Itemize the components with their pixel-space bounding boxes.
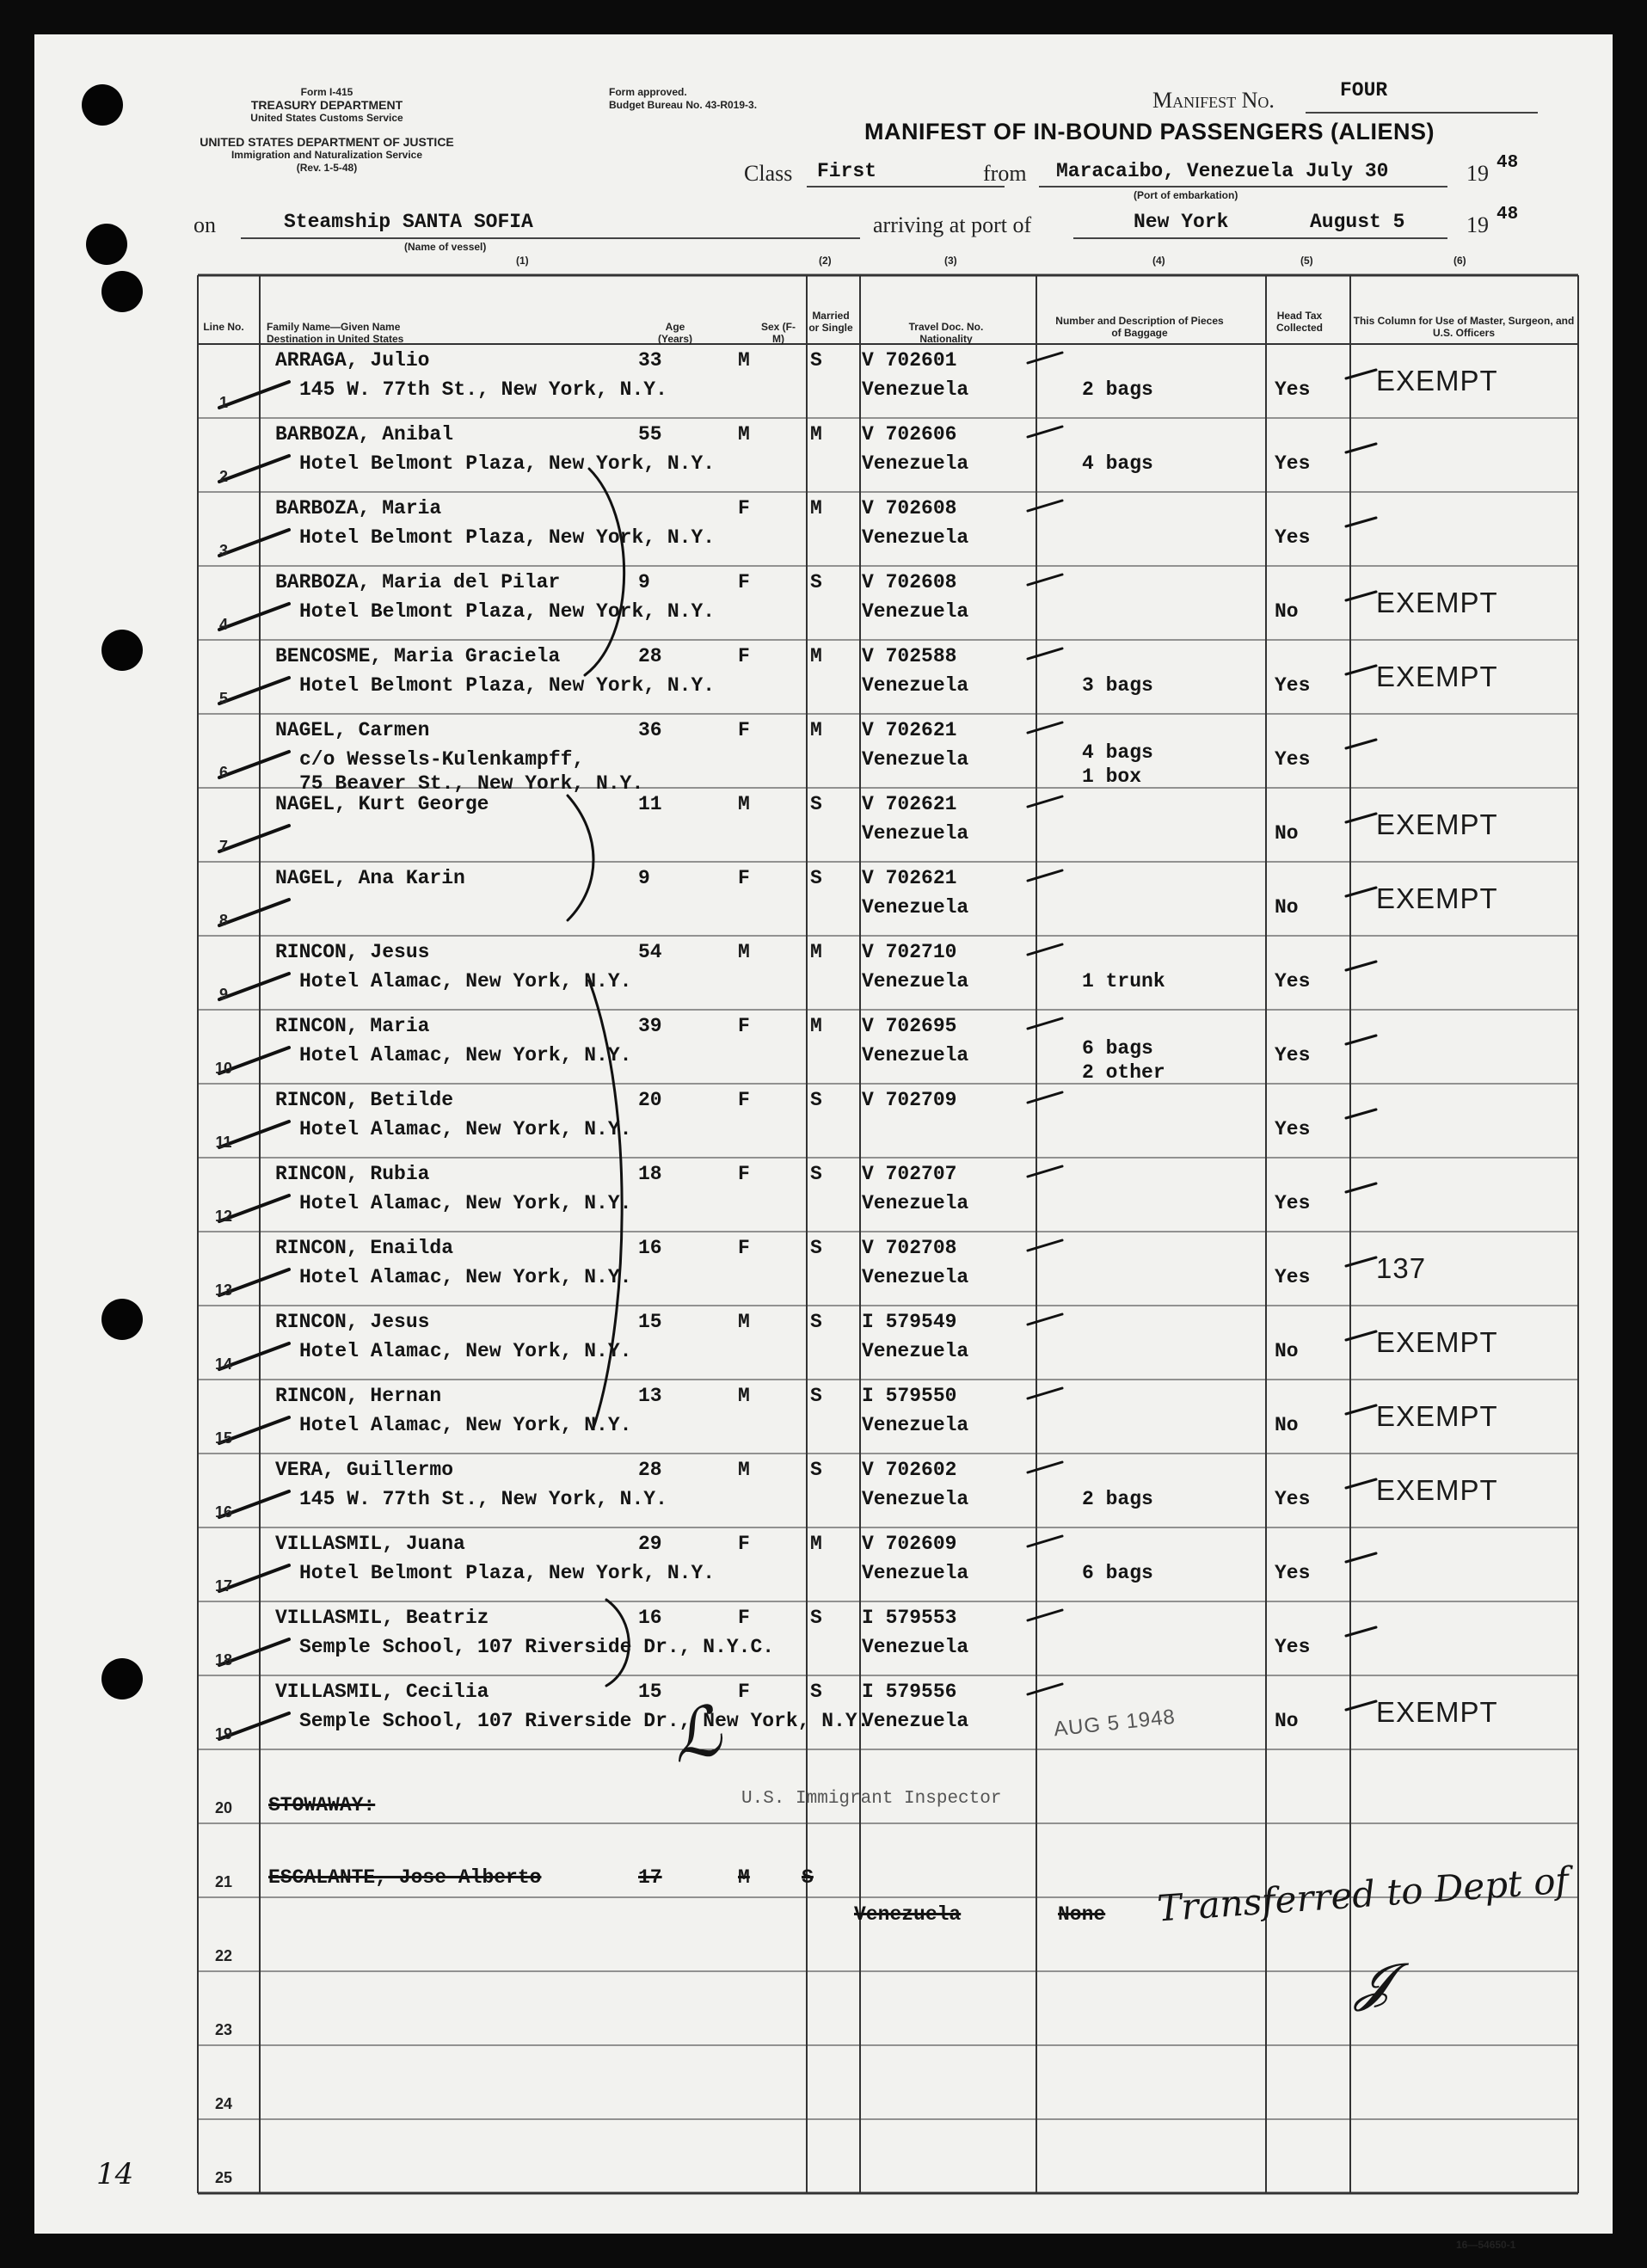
passenger-name: RINCON, Betilde xyxy=(275,1089,454,1111)
passenger-age: 9 xyxy=(638,867,650,889)
passenger-baggage: 2 bags xyxy=(1082,1488,1153,1510)
passenger-age: 13 xyxy=(638,1385,662,1407)
customs-service: United States Customs Service xyxy=(250,112,403,124)
check-mark xyxy=(1028,722,1062,733)
passenger-age: 15 xyxy=(638,1311,662,1333)
passenger-head-tax: Yes xyxy=(1275,674,1311,697)
passenger-sex: M xyxy=(738,1385,750,1407)
doj-label: UNITED STATES DEPARTMENT OF JUSTICE xyxy=(200,135,454,149)
passenger-travel-doc: V 702601 xyxy=(862,349,957,372)
row-number: 8 xyxy=(218,912,228,929)
passenger-nationality: Venezuela xyxy=(862,1340,969,1362)
passenger-head-tax: Yes xyxy=(1275,970,1311,993)
col-number: (3) xyxy=(944,255,957,267)
officer-annotation: EXEMPT xyxy=(1376,1400,1498,1432)
passenger-sex: F xyxy=(738,1163,750,1185)
passenger-destination: Hotel Alamac, New York, N.Y. xyxy=(299,970,632,993)
officer-annotation: 137 xyxy=(1376,1252,1427,1284)
budget-bureau: Budget Bureau No. 43-R019-3. xyxy=(609,99,758,111)
passenger-travel-doc: I 579549 xyxy=(862,1311,957,1333)
passenger-nationality: Venezuela xyxy=(862,378,969,401)
inspector-caption: U.S. Immigrant Inspector xyxy=(741,1789,1002,1809)
passenger-nationality: Venezuela xyxy=(862,1636,969,1658)
passenger-destination: Hotel Alamac, New York, N.Y. xyxy=(299,1266,632,1288)
passenger-travel-doc: I 579553 xyxy=(862,1607,957,1629)
check-mark xyxy=(1028,1536,1062,1546)
passenger-sex: M xyxy=(738,1311,750,1333)
row-number: 11 xyxy=(215,1134,232,1151)
passenger-name: RINCON, Enailda xyxy=(275,1237,454,1259)
passenger-marital-status: M xyxy=(810,941,822,963)
passenger-marital-status: S xyxy=(810,1681,822,1703)
class-label: Class xyxy=(744,161,793,186)
row-number: 18 xyxy=(214,1651,233,1669)
year-prefix-2: 19 xyxy=(1466,212,1489,237)
row-number: 13 xyxy=(214,1282,233,1299)
vessel-value: Steamship SANTA SOFIA xyxy=(284,211,533,233)
officer-signature: 𝓙 xyxy=(1355,1952,1391,2013)
passenger-sex: M xyxy=(738,941,750,963)
passenger-nationality: Venezuela xyxy=(862,674,969,697)
passenger-name: RINCON, Maria xyxy=(275,1015,430,1037)
passenger-head-tax: Yes xyxy=(1275,1488,1311,1510)
passenger-nationality: Venezuela xyxy=(862,1414,969,1436)
passenger-nationality: Venezuela xyxy=(862,970,969,993)
passenger-sex: F xyxy=(738,1681,750,1703)
passenger-age: 55 xyxy=(638,423,662,446)
passenger-travel-doc: I 579556 xyxy=(862,1681,957,1703)
row-number: 10 xyxy=(214,1060,233,1077)
passenger-travel-doc: V 702707 xyxy=(862,1163,957,1185)
stowaway-sex: M xyxy=(738,1866,750,1889)
stowaway-age: 17 xyxy=(638,1866,662,1889)
row-number: 7 xyxy=(218,838,228,855)
passenger-marital-status: S xyxy=(810,793,822,815)
passenger-sex: M xyxy=(738,793,750,815)
year-suffix: 48 xyxy=(1496,153,1519,173)
col-number: (1) xyxy=(516,255,529,267)
inspector-signature: ℒ xyxy=(662,1690,728,1779)
stowaway-baggage: None xyxy=(1058,1903,1106,1926)
revision-label: (Rev. 1-5-48) xyxy=(296,162,358,174)
passenger-sex: F xyxy=(738,1015,750,1037)
row-number: 14 xyxy=(214,1355,233,1373)
passenger-name: VILLASMIL, Cecilia xyxy=(275,1681,489,1703)
manifest-no-value: FOUR xyxy=(1340,79,1388,101)
passenger-destination: 145 W. 77th St., New York, N.Y. xyxy=(299,378,667,401)
row-number: 21 xyxy=(214,1873,233,1890)
passenger-travel-doc: V 702621 xyxy=(862,867,957,889)
passenger-sex: M xyxy=(738,349,750,372)
passenger-destination: Hotel Belmont Plaza, New York, N.Y. xyxy=(299,674,716,697)
col-header-age: Age (Years) xyxy=(657,321,693,345)
passenger-marital-status: S xyxy=(810,571,822,593)
check-mark xyxy=(1028,870,1062,881)
col-number: (4) xyxy=(1152,255,1165,267)
passenger-head-tax: No xyxy=(1275,822,1299,845)
passenger-name: VILLASMIL, Beatriz xyxy=(275,1607,489,1629)
passenger-head-tax: Yes xyxy=(1275,1118,1311,1140)
passenger-name: RINCON, Rubia xyxy=(275,1163,430,1185)
passenger-age: 54 xyxy=(638,941,662,963)
passenger-travel-doc: V 702609 xyxy=(862,1533,957,1555)
passenger-travel-doc: V 702588 xyxy=(862,645,957,667)
officer-annotation: EXEMPT xyxy=(1376,1326,1498,1358)
passenger-destination: Semple School, 107 Riverside Dr., N.Y.C. xyxy=(299,1636,775,1658)
passenger-marital-status: M xyxy=(810,1015,822,1037)
check-mark xyxy=(1028,1018,1062,1029)
manifest-no-label: Manifest No. xyxy=(1152,88,1275,113)
form-approved: Form approved. xyxy=(609,86,687,98)
row-number: 6 xyxy=(218,764,228,781)
row-number: 3 xyxy=(218,542,228,559)
passenger-destination: Hotel Belmont Plaza, New York, N.Y. xyxy=(299,452,716,475)
passenger-destination: Semple School, 107 Riverside Dr., New York, N.Y. xyxy=(299,1710,870,1732)
passenger-nationality: Venezuela xyxy=(862,526,969,549)
passenger-age: 16 xyxy=(638,1237,662,1259)
officer-annotation: EXEMPT xyxy=(1376,587,1498,618)
passenger-travel-doc: V 702608 xyxy=(862,571,957,593)
passenger-head-tax: Yes xyxy=(1275,1266,1311,1288)
passenger-nationality: Venezuela xyxy=(862,896,969,919)
check-mark xyxy=(1028,1092,1062,1103)
passenger-nationality: Venezuela xyxy=(862,600,969,623)
check-mark xyxy=(1028,353,1062,363)
passenger-age: 15 xyxy=(638,1681,662,1703)
stowaway-label: STOWAWAY: xyxy=(268,1794,376,1816)
passenger-age: 33 xyxy=(638,349,662,372)
passenger-travel-doc: I 579550 xyxy=(862,1385,957,1407)
passenger-head-tax: No xyxy=(1275,600,1299,623)
col-header-name: Family Name—Given Name Destination in United States xyxy=(267,321,404,345)
row-number: 5 xyxy=(218,690,228,707)
passenger-nationality: Venezuela xyxy=(862,1488,969,1510)
passenger-travel-doc: V 702602 xyxy=(862,1459,957,1481)
passenger-marital-status: S xyxy=(810,1607,822,1629)
row-number: 24 xyxy=(214,2095,233,2112)
passenger-head-tax: Yes xyxy=(1275,748,1311,771)
passenger-name: VILLASMIL, Juana xyxy=(275,1533,465,1555)
col-header-sex: Sex (F-M) xyxy=(761,321,796,345)
passenger-baggage: 2 bags xyxy=(1082,378,1153,401)
passenger-age: 36 xyxy=(638,719,662,741)
passenger-nationality: Venezuela xyxy=(862,1562,969,1584)
manifest-page xyxy=(34,34,1613,2251)
passenger-name: RINCON, Jesus xyxy=(275,1311,430,1333)
passenger-sex: M xyxy=(738,423,750,446)
passenger-sex: F xyxy=(738,867,750,889)
check-mark xyxy=(1028,501,1062,511)
passenger-name: BARBOZA, Maria del Pilar xyxy=(275,571,561,593)
arriving-label: arriving at port of xyxy=(873,212,1032,237)
row-number: 2 xyxy=(218,468,228,485)
row-number: 15 xyxy=(214,1429,233,1447)
passenger-destination: Hotel Belmont Plaza, New York, N.Y. xyxy=(299,1562,716,1584)
stowaway-transfer-note: Transferred to Dept of xyxy=(1155,1859,1570,1930)
col-header-headtax: Head Tax Collected xyxy=(1275,310,1323,334)
row-number: 12 xyxy=(214,1208,233,1225)
passenger-baggage-2: 1 box xyxy=(1082,765,1142,788)
passenger-baggage: 3 bags xyxy=(1082,674,1153,697)
col-header-married: Married or Single xyxy=(808,310,853,334)
class-value: First xyxy=(817,160,877,182)
on-label: on xyxy=(194,212,216,237)
officer-annotation: EXEMPT xyxy=(1376,882,1498,914)
from-value: Maracaibo, Venezuela July 30 xyxy=(1056,160,1389,182)
passenger-head-tax: No xyxy=(1275,1710,1299,1732)
passenger-destination: 145 W. 77th St., New York, N.Y. xyxy=(299,1488,667,1510)
row-number: 19 xyxy=(214,1725,233,1742)
row-number: 22 xyxy=(214,1947,233,1964)
passenger-head-tax: Yes xyxy=(1275,1636,1311,1658)
passenger-name: VERA, Guillermo xyxy=(275,1459,454,1481)
form-number: Form I-415 xyxy=(300,86,353,98)
check-mark xyxy=(1028,1610,1062,1620)
col-number: (6) xyxy=(1453,255,1466,267)
col-header-officers: This Column for Use of Master, Surgeon, and U.S. Officers xyxy=(1353,315,1575,339)
passenger-marital-status: S xyxy=(810,349,822,372)
passenger-sex: F xyxy=(738,571,750,593)
passenger-name: BARBOZA, Anibal xyxy=(275,423,454,446)
passenger-marital-status: S xyxy=(810,1089,822,1111)
passenger-head-tax: Yes xyxy=(1275,452,1311,475)
officer-annotation: EXEMPT xyxy=(1376,1696,1498,1728)
officer-annotation: EXEMPT xyxy=(1376,1474,1498,1506)
passenger-head-tax: No xyxy=(1275,1340,1299,1362)
passenger-travel-doc: V 702621 xyxy=(862,719,957,741)
passenger-travel-doc: V 702606 xyxy=(862,423,957,446)
passenger-baggage: 1 trunk xyxy=(1082,970,1165,993)
passenger-destination: c/o Wessels-Kulenkampff, xyxy=(299,748,585,771)
col-header-travel: Travel Doc. No. Nationality xyxy=(908,321,984,345)
check-mark xyxy=(1028,648,1062,659)
passenger-head-tax: Yes xyxy=(1275,1044,1311,1066)
row-number: 16 xyxy=(214,1503,233,1521)
stowaway-marital: S xyxy=(802,1866,814,1889)
passenger-baggage: 4 bags xyxy=(1082,452,1153,475)
passenger-destination: Hotel Alamac, New York, N.Y. xyxy=(299,1192,632,1214)
passenger-head-tax: Yes xyxy=(1275,1562,1311,1584)
passenger-destination: Hotel Belmont Plaza, New York, N.Y. xyxy=(299,600,716,623)
passenger-destination: Hotel Alamac, New York, N.Y. xyxy=(299,1044,632,1066)
passenger-sex: F xyxy=(738,1533,750,1555)
passenger-name: RINCON, Jesus xyxy=(275,941,430,963)
passenger-sex: F xyxy=(738,1607,750,1629)
passenger-travel-doc: V 702608 xyxy=(862,497,957,519)
passenger-nationality: Venezuela xyxy=(862,1192,969,1214)
col-header-baggage: Number and Description of Pieces of Baggage xyxy=(1055,315,1224,339)
passenger-nationality: Venezuela xyxy=(862,1266,969,1288)
passenger-nationality: Venezuela xyxy=(862,1710,969,1732)
passenger-travel-doc: V 702621 xyxy=(862,793,957,815)
passenger-travel-doc: V 702695 xyxy=(862,1015,957,1037)
passenger-age: 28 xyxy=(638,645,662,667)
passenger-destination: Hotel Alamac, New York, N.Y. xyxy=(299,1118,632,1140)
passenger-baggage-2: 2 other xyxy=(1082,1061,1165,1084)
passenger-marital-status: S xyxy=(810,1385,822,1407)
stowaway-nationality: Venezuela xyxy=(854,1903,962,1926)
passenger-baggage: 6 bags xyxy=(1082,1037,1153,1060)
passenger-baggage: 6 bags xyxy=(1082,1562,1153,1584)
passenger-marital-status: M xyxy=(810,719,822,741)
passenger-sex: F xyxy=(738,719,750,741)
passenger-name: NAGEL, Kurt George xyxy=(275,793,489,815)
stowaway-name: ESCALANTE, Jose Alberto xyxy=(268,1866,542,1889)
year-suffix-2: 48 xyxy=(1496,205,1519,224)
year-prefix: 19 xyxy=(1466,161,1489,186)
passenger-marital-status: S xyxy=(810,1311,822,1333)
passenger-sex: F xyxy=(738,1089,750,1111)
officer-annotation: EXEMPT xyxy=(1376,808,1498,840)
check-mark xyxy=(1028,944,1062,955)
check-mark xyxy=(1028,1684,1062,1694)
passenger-marital-status: M xyxy=(810,1533,822,1555)
passenger-age: 11 xyxy=(638,793,662,815)
passenger-destination-2: 75 Beaver St., New York, N.Y. xyxy=(299,772,644,795)
check-mark xyxy=(1028,427,1062,437)
passenger-head-tax: Yes xyxy=(1275,1192,1311,1214)
passenger-age: 29 xyxy=(638,1533,662,1555)
passenger-name: BARBOZA, Maria xyxy=(275,497,442,519)
passenger-nationality: Venezuela xyxy=(862,822,969,845)
row-number: 20 xyxy=(214,1799,233,1816)
port-value: New York xyxy=(1134,211,1229,233)
passenger-age: 16 xyxy=(638,1607,662,1629)
check-mark xyxy=(1028,1388,1062,1398)
passenger-sex: F xyxy=(738,1237,750,1259)
passenger-destination: Hotel Belmont Plaza, New York, N.Y. xyxy=(299,526,716,549)
passenger-destination: Hotel Alamac, New York, N.Y. xyxy=(299,1414,632,1436)
col-number: (5) xyxy=(1300,255,1313,267)
row-number: 25 xyxy=(214,2169,233,2186)
family-bracket xyxy=(585,469,624,675)
check-mark xyxy=(1028,575,1062,585)
passenger-travel-doc: V 702710 xyxy=(862,941,957,963)
passenger-marital-status: S xyxy=(810,1163,822,1185)
passenger-travel-doc: V 702708 xyxy=(862,1237,957,1259)
passenger-age: 28 xyxy=(638,1459,662,1481)
passenger-sex: M xyxy=(738,1459,750,1481)
col-number: (2) xyxy=(819,255,832,267)
passenger-name: BENCOSME, Maria Graciela xyxy=(275,645,561,667)
passenger-age: 18 xyxy=(638,1163,662,1185)
officer-annotation: EXEMPT xyxy=(1376,365,1498,396)
check-mark xyxy=(1028,796,1062,807)
officer-annotation: EXEMPT xyxy=(1376,661,1498,692)
date-stamp: AUG 5 1948 xyxy=(1052,1705,1177,1742)
passenger-marital-status: S xyxy=(810,867,822,889)
passenger-marital-status: S xyxy=(810,1237,822,1259)
passenger-head-tax: No xyxy=(1275,1414,1299,1436)
page-title: MANIFEST OF IN-BOUND PASSENGERS (ALIENS) xyxy=(864,119,1435,144)
ins-label: Immigration and Naturalization Service xyxy=(230,149,423,161)
passenger-age: 39 xyxy=(638,1015,662,1037)
arrival-date: August 5 xyxy=(1310,211,1405,233)
passenger-nationality: Venezuela xyxy=(862,748,969,771)
passenger-baggage: 4 bags xyxy=(1082,741,1153,764)
corner-number: 14 xyxy=(96,2157,134,2191)
passenger-sex: F xyxy=(738,497,750,519)
passenger-head-tax: Yes xyxy=(1275,378,1311,401)
row-number: 17 xyxy=(214,1577,233,1595)
passenger-name: RINCON, Hernan xyxy=(275,1385,442,1407)
passenger-marital-status: M xyxy=(810,497,822,519)
passenger-marital-status: M xyxy=(810,645,822,667)
passenger-nationality: Venezuela xyxy=(862,1044,969,1066)
vessel-caption: (Name of vessel) xyxy=(404,241,487,253)
row-number: 9 xyxy=(218,986,228,1003)
passenger-name: ARRAGA, Julio xyxy=(275,349,430,372)
row-number: 23 xyxy=(214,2021,233,2038)
print-code: 16—54650-1 xyxy=(1456,2239,1516,2251)
passenger-age: 20 xyxy=(638,1089,662,1111)
passenger-head-tax: Yes xyxy=(1275,526,1311,549)
treasury-dept: TREASURY DEPARTMENT xyxy=(250,98,403,112)
passenger-name: NAGEL, Ana Karin xyxy=(275,867,465,889)
check-mark xyxy=(1028,1314,1062,1325)
passenger-age: 9 xyxy=(638,571,650,593)
passenger-travel-doc: V 702709 xyxy=(862,1089,957,1111)
passenger-marital-status: S xyxy=(810,1459,822,1481)
row-number: 1 xyxy=(218,394,228,411)
row-number: 4 xyxy=(218,616,228,633)
embarkation-caption: (Port of embarkation) xyxy=(1134,189,1238,201)
passenger-sex: F xyxy=(738,645,750,667)
check-mark xyxy=(1028,1462,1062,1472)
from-label: from xyxy=(983,161,1027,186)
family-bracket xyxy=(568,796,593,920)
passenger-head-tax: No xyxy=(1275,896,1299,919)
check-mark xyxy=(1028,1166,1062,1177)
check-mark xyxy=(1028,1240,1062,1251)
passenger-name: NAGEL, Carmen xyxy=(275,719,430,741)
passenger-nationality: Venezuela xyxy=(862,452,969,475)
passenger-marital-status: M xyxy=(810,423,822,446)
passenger-destination: Hotel Alamac, New York, N.Y. xyxy=(299,1340,632,1362)
col-header-line: Line No. xyxy=(203,321,244,333)
